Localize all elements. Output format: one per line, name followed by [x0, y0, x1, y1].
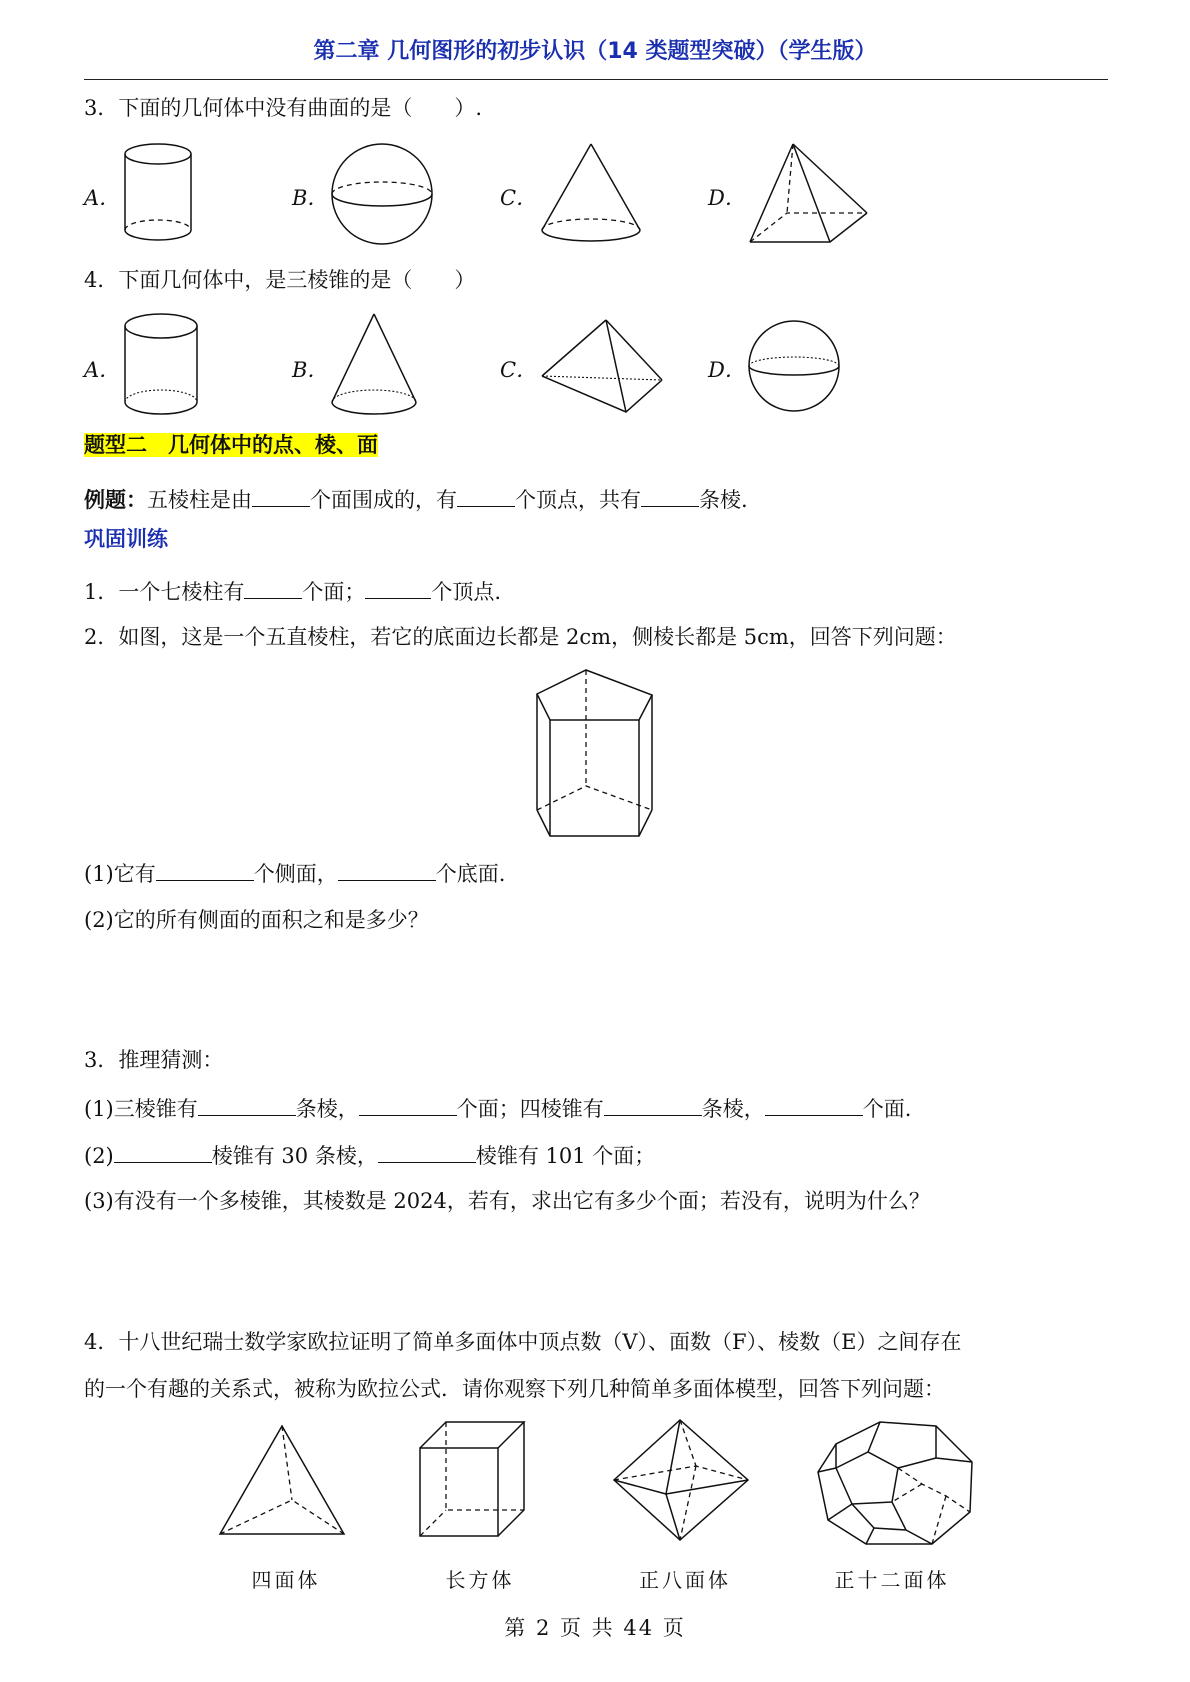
- page-footer: 第 2 页 共 44 页: [504, 1616, 686, 1640]
- p2-sub2: (2)它的所有侧面的面积之和是多少？: [84, 908, 429, 932]
- cuboid-icon: [416, 1418, 528, 1542]
- q4-option-d: D．: [708, 358, 746, 382]
- cylinder-icon: [120, 310, 202, 422]
- q4-option-b: B．: [292, 358, 329, 382]
- p2-sub1: (1)它有 个侧面， 个底面.: [84, 858, 505, 888]
- p3-sub2: (2) 棱锥有 30 条棱， 棱锥有 101 个面；: [84, 1140, 655, 1170]
- cylinder-icon: [118, 140, 198, 248]
- answer-blank[interactable]: [156, 858, 254, 881]
- practice-title: 巩固训练: [84, 527, 168, 551]
- p3-sub1: (1)三棱锥有 条棱， 个面；四棱锥有 条棱， 个面.: [84, 1093, 911, 1123]
- answer-blank[interactable]: [604, 1093, 702, 1116]
- q3-stem: 3．下面的几何体中没有曲面的是（ ）.: [84, 96, 483, 120]
- model-caption: 正八面体: [639, 1568, 731, 1592]
- model-caption: 正十二面体: [834, 1568, 950, 1592]
- section-title-text: 题型二 几何体中的点、棱、面: [84, 433, 378, 457]
- example-line: 例题：五棱柱是由 个面围成的，有 个顶点，共有 条棱.: [84, 484, 748, 514]
- answer-blank[interactable]: [359, 1093, 457, 1116]
- answer-blank[interactable]: [378, 1140, 476, 1163]
- q3-option-b: B．: [292, 186, 329, 210]
- example-text: 五棱柱是由: [147, 488, 252, 512]
- sphere-icon: [326, 140, 438, 248]
- p3-sub3: (3)有没有一个多棱锥，其棱数是 2024，若有，求出它有多少个面；若没有，说明为什么？: [84, 1189, 930, 1213]
- p4-line1: 4．十八世纪瑞士数学家欧拉证明了简单多面体中顶点数（V）、面数（F）、棱数（E）之间存在: [84, 1330, 962, 1354]
- q4-stem: 4．下面几何体中，是三棱锥的是（ ）: [84, 268, 476, 292]
- cone-icon: [326, 310, 422, 422]
- example-label: 例题：: [84, 488, 147, 512]
- header-rule: [84, 79, 1108, 80]
- q3-option-c: C．: [500, 186, 538, 210]
- p1-line: 1．一个七棱柱有 个面； 个顶点.: [84, 576, 501, 606]
- page-header: 第二章 几何图形的初步认识（14 类题型突破）（学生版）: [313, 39, 877, 64]
- answer-blank[interactable]: [365, 576, 431, 599]
- q4-option-c: C．: [500, 358, 538, 382]
- q3-option-a: A．: [84, 186, 121, 210]
- p2-stem: 2．如图，这是一个五直棱柱，若它的底面边长都是 2cm，侧棱长都是 5cm，回答下列问题：: [84, 625, 957, 649]
- dodecahedron-icon: [814, 1418, 974, 1550]
- model-caption: 四面体: [251, 1568, 321, 1592]
- section-title: [84, 429, 378, 459]
- answer-blank[interactable]: [252, 484, 310, 507]
- answer-blank[interactable]: [338, 858, 436, 881]
- cone-icon: [536, 140, 646, 248]
- p4-line2: 的一个有趣的关系式，被称为欧拉公式．请你观察下列几种简单多面体模型，回答下列问题：: [84, 1377, 945, 1401]
- answer-blank[interactable]: [114, 1140, 212, 1163]
- model-caption: 长方体: [445, 1568, 515, 1592]
- q4-option-a: A．: [84, 358, 121, 382]
- answer-blank[interactable]: [198, 1093, 296, 1116]
- answer-blank[interactable]: [765, 1093, 863, 1116]
- answer-blank[interactable]: [457, 484, 515, 507]
- sphere-icon: [746, 318, 842, 414]
- triangular-pyramid-icon: [538, 316, 666, 416]
- tetrahedron-icon: [216, 1420, 348, 1540]
- answer-blank[interactable]: [641, 484, 699, 507]
- p3-stem: 3．推理猜测：: [84, 1048, 224, 1072]
- answer-blank[interactable]: [244, 576, 302, 599]
- pentagonal-prism-icon: [534, 666, 658, 842]
- octahedron-icon: [610, 1416, 752, 1544]
- q3-option-d: D．: [708, 186, 746, 210]
- square-pyramid-icon: [745, 140, 875, 248]
